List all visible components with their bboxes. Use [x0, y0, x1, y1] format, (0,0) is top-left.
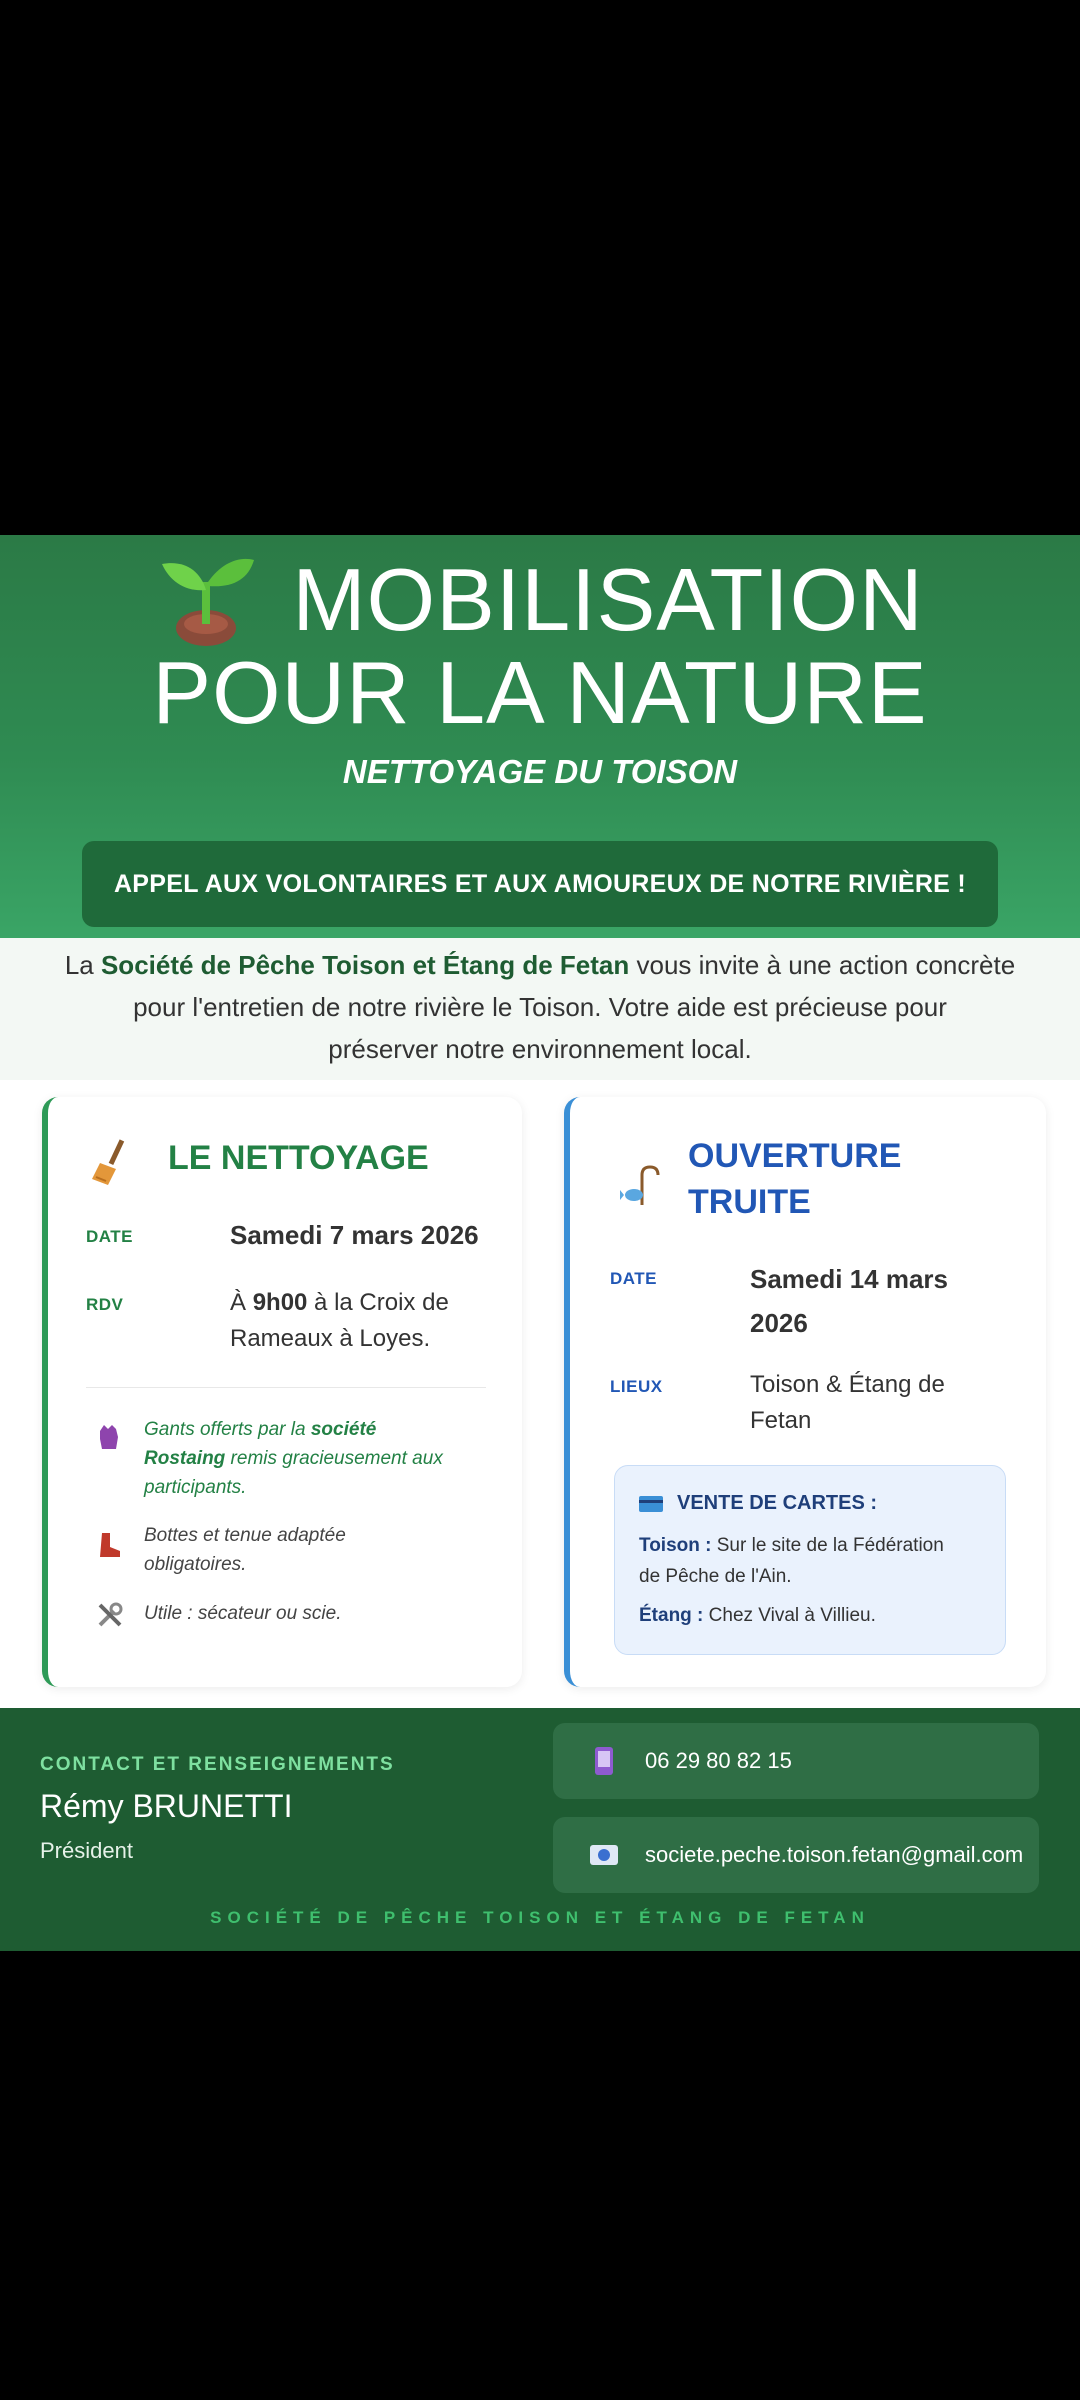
date-value: Samedi 7 mars 2026	[230, 1220, 479, 1250]
phone-pill[interactable]	[553, 1723, 1039, 1799]
lieux-value	[750, 1367, 945, 1439]
sprout-icon	[156, 552, 256, 648]
toison-label: Toison :	[639, 1535, 712, 1556]
rdv-suffix: à la Croix de	[307, 1289, 449, 1316]
intro-text	[0, 938, 1080, 1080]
email-pill[interactable]	[553, 1817, 1039, 1893]
contact-name: Rémy BRUNETTI	[40, 1788, 293, 1824]
boots-note	[144, 1521, 464, 1579]
note1-d: remis gracieusement aux	[225, 1448, 443, 1469]
truite-title	[688, 1133, 1008, 1225]
lieux-line-2: Fetan	[750, 1407, 812, 1434]
phone-number[interactable]: 06 29 80 82 15	[645, 1748, 792, 1773]
intro-suffix: vous invite à une action concrète	[629, 950, 1016, 980]
phone-icon	[589, 1746, 619, 1776]
lieux-line-1: Toison & Étang de	[750, 1371, 945, 1398]
footer-strap: SOCIÉTÉ DE PÊCHE TOISON ET ÉTANG DE FETAN	[210, 1908, 870, 1927]
ticket-icon	[639, 1496, 663, 1512]
note2-line-1: Bottes et tenue adaptée	[144, 1525, 346, 1546]
intro-line-3: préserver notre environnement local.	[328, 1034, 752, 1064]
lieux-label: LIEUX	[610, 1377, 663, 1396]
contact-footer	[0, 1708, 1080, 1951]
truite-date-label: DATE	[610, 1269, 658, 1288]
note1-b: société	[310, 1419, 377, 1440]
broom-icon	[92, 1139, 132, 1185]
boot-icon	[96, 1531, 122, 1559]
rdv-prefix: À	[230, 1289, 253, 1316]
subtitle: NETTOYAGE DU TOISON	[342, 753, 738, 790]
intro-prefix: La	[64, 950, 101, 980]
nettoyage-card	[42, 1097, 522, 1687]
title-line-1: MOBILISATION	[292, 550, 924, 649]
etang-text: Chez Vival à Villieu.	[703, 1605, 876, 1626]
etang-label: Étang :	[639, 1605, 704, 1626]
truite-date-value	[750, 1257, 948, 1345]
note1-e: participants.	[144, 1477, 247, 1498]
note1-c: Rostaing	[144, 1448, 226, 1469]
etang-sales	[639, 1600, 989, 1631]
rdv-time: 9h00	[252, 1289, 308, 1316]
tools-note: Utile : sécateur ou scie.	[144, 1603, 342, 1624]
date-label: DATE	[86, 1227, 134, 1246]
intro-org: Société de Pêche Toison et Étang de Fetan	[100, 950, 630, 980]
event-poster	[0, 535, 1080, 1951]
gloves-icon	[96, 1423, 122, 1451]
intro-line-2: pour l'entretien de notre rivière le Toison. Votre aide est précieuse pour	[133, 992, 947, 1022]
truite-title-line-2: TRUITE	[688, 1183, 811, 1221]
contact-label: CONTACT ET RENSEIGNEMENTS	[40, 1754, 395, 1775]
toison-line-2: de Pêche de l'Ain.	[639, 1566, 792, 1587]
truite-date-line-1: Samedi 14 mars	[750, 1264, 949, 1294]
gloves-note	[144, 1415, 484, 1502]
fishing-icon	[620, 1165, 660, 1209]
toison-line-1: Sur le site de la Fédération	[711, 1535, 944, 1556]
intro-line-1	[0, 944, 1080, 986]
rdv-line-2: Rameaux à Loyes.	[230, 1325, 431, 1352]
truite-date-line-2: 2026	[750, 1308, 808, 1338]
volunteer-callout: APPEL AUX VOLONTAIRES ET AUX AMOUREUX DE NOTRE RIVIÈRE !	[82, 841, 998, 927]
email-address[interactable]: societe.peche.toison.fetan@gmail.com	[645, 1842, 1024, 1867]
truite-card	[564, 1097, 1046, 1687]
toison-sales	[639, 1530, 989, 1592]
title-line-2: POUR LA NATURE	[152, 643, 928, 742]
card-sales-title: VENTE DE CARTES :	[677, 1492, 878, 1514]
contact-role: Président	[40, 1838, 133, 1863]
tools-icon	[96, 1601, 124, 1629]
nettoyage-title: LE NETTOYAGE	[168, 1139, 429, 1177]
email-icon	[589, 1840, 619, 1870]
note2-line-2: obligatoires.	[144, 1554, 247, 1575]
rdv-label: RDV	[86, 1295, 124, 1314]
rdv-value	[230, 1285, 500, 1357]
note1-a: Gants offerts par la	[144, 1419, 311, 1440]
poster-header	[0, 535, 1080, 938]
card-sales-box	[614, 1465, 1006, 1655]
truite-title-line-1: OUVERTURE	[688, 1137, 902, 1175]
divider	[86, 1387, 486, 1388]
